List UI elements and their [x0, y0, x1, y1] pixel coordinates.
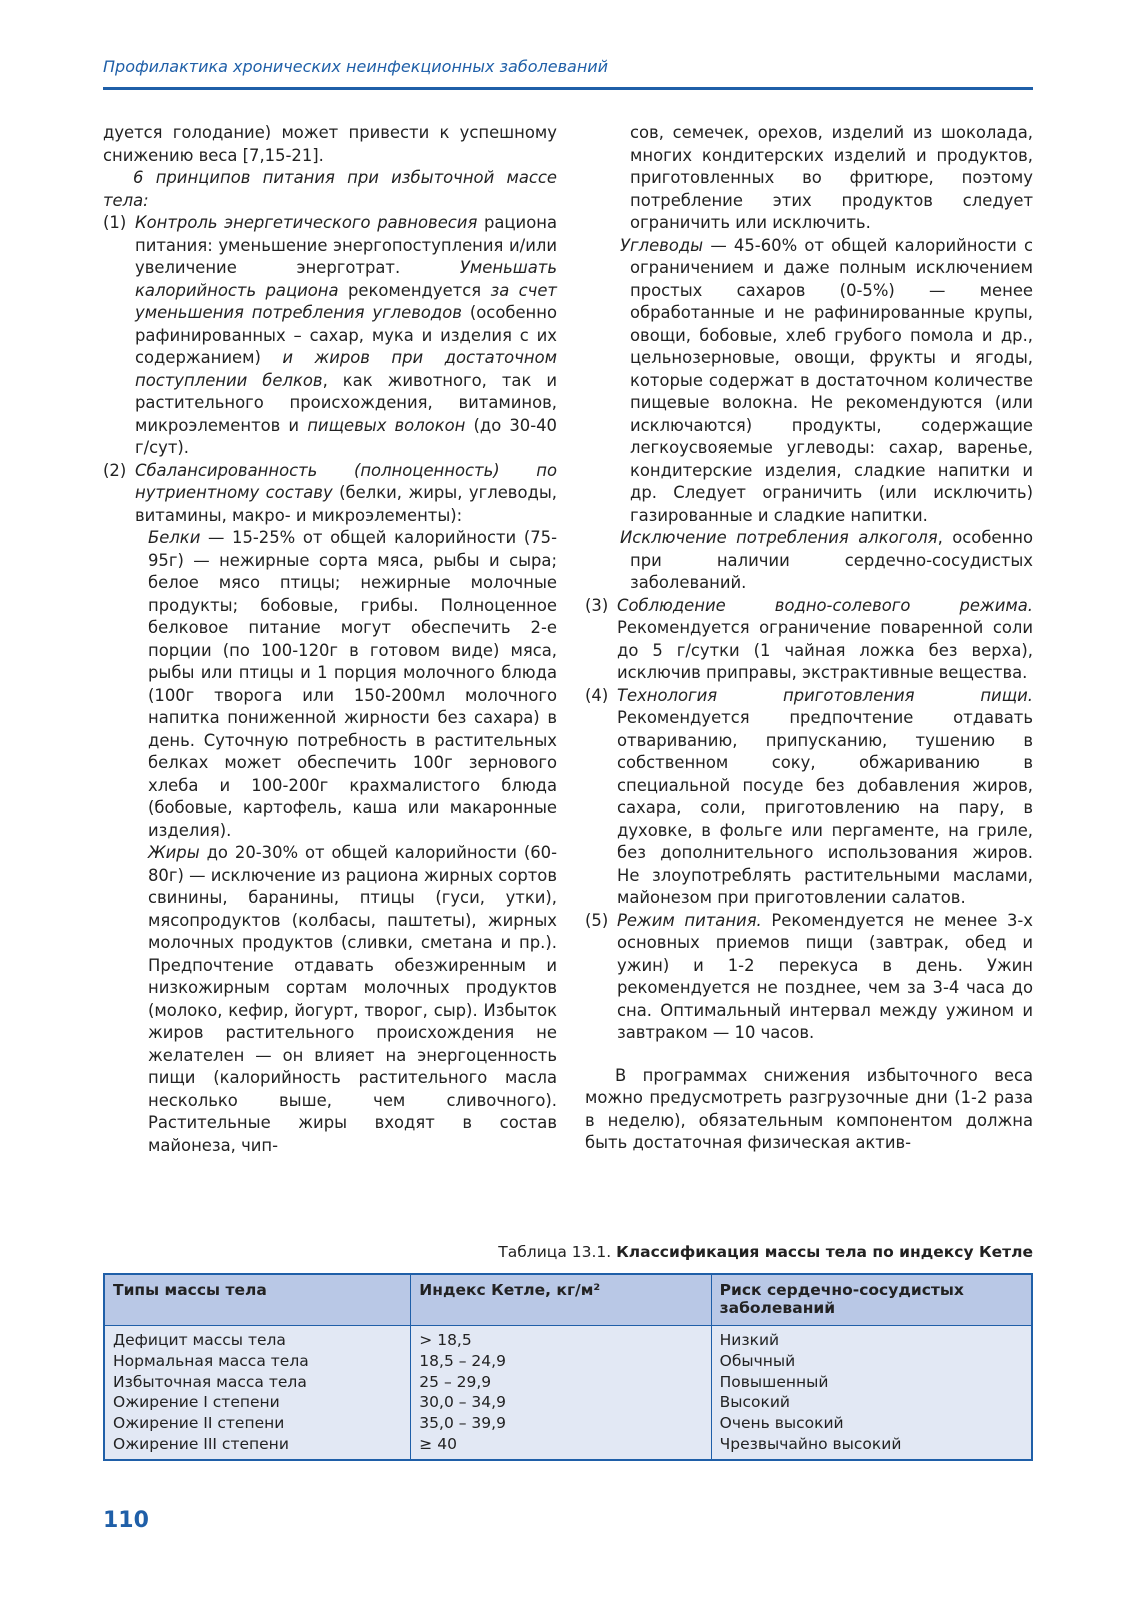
- cell-line: Высокий: [719, 1393, 791, 1412]
- term: и жиров при достаточном поступлении белков: [135, 348, 557, 390]
- term: Исключение потребления алкоголя: [620, 528, 938, 547]
- cell-line: Очень высокий: [719, 1414, 844, 1433]
- paragraph: дуется голодание) может привести к успешному снижению веса [7,15-21].: [103, 123, 557, 165]
- principle-3: [585, 595, 1033, 685]
- spacer: [585, 1045, 1033, 1065]
- text: Рекомендуется ограничение поваренной соли до 5 г/сутки (1 чайная ложка без верха), исключив приправы, экстрактивные вещества.: [617, 618, 1033, 682]
- term: Технология приготовления пищи.: [617, 685, 1033, 705]
- caption-title: Классификация массы тела по индексу Кетле: [616, 1243, 1033, 1261]
- cell-line: 35,0 – 39,9: [419, 1414, 506, 1433]
- table-cell: [711, 1326, 1032, 1460]
- principle-4: [585, 685, 1033, 910]
- term: пищевых волокон: [307, 415, 466, 435]
- caption-prefix: Таблица 13.1.: [498, 1243, 617, 1261]
- principle-5: [585, 910, 1033, 1045]
- text: (белки, жиры, углеводы, витамины, макро- и микроэлементы):: [135, 483, 557, 525]
- text: Рекомендуется не менее 3-х основных приемов пищи (завтрак, обед и ужин) и 1-2 перекуса в день. Ужин рекомендуется не позднее, чем за 3-4 часа до сна. Оптимальный интервал между ужином и завтраком — 10 часов.: [617, 910, 1033, 1042]
- text: до 20-30% от общей калорийности (60-80г) — исключение из рациона жирных сортов свинины, баранины, птицы (гуси, утки), мясопродуктов (колбасы, паштеты), жирных молочных продуктов (сливки, сметана и пр.). Предпочтение отдавать обезжиренным и низкожирным сортам молочных продуктов (молоко, кефир, йогурт, творог, сыр). Избыток жиров растительного происхождения не желателен — он влияет на энергоценность пищи (калорийность растительного масла несколько выше, чем сливочного). Растительные жиры входят в состав майонеза, чип-: [148, 843, 557, 1155]
- term: Соблюдение водно-солевого режима.: [617, 595, 1033, 615]
- alcohol-paragraph: [585, 527, 1033, 595]
- term: Контроль энергетического равновесия: [135, 213, 478, 232]
- cell-line: 30,0 – 34,9: [419, 1393, 506, 1412]
- text: (особенно рафинированных – сахар, мука и изделия с их содержанием): [135, 303, 557, 367]
- column-header: Типы массы тела: [104, 1274, 411, 1326]
- text: рациона питания: уменьшение энергопоступления и/или увеличение энерготрат.: [135, 213, 558, 277]
- column-header: Риск сердечно-сосудистых заболеваний: [711, 1274, 1032, 1326]
- principle-2: [103, 460, 557, 528]
- paragraph: сов, семечек, орехов, изделий из шоколада, многих кондитерских изделий и продуктов, приготовленных во фритюре, поэтому потребление этих продуктов следует ограничить или исключить.: [630, 123, 1033, 232]
- cell-line: 18,5 – 24,9: [419, 1351, 506, 1370]
- principle-1: [103, 212, 557, 460]
- item-number: (3): [585, 595, 609, 615]
- principles-heading: 6 принципов питания при избыточной массе тела:: [103, 168, 557, 210]
- bmi-table: [103, 1273, 1033, 1461]
- item-number: (5): [585, 910, 609, 930]
- table-row: [104, 1326, 1032, 1460]
- table-caption: [103, 1243, 1033, 1261]
- fats-paragraph: [103, 842, 557, 1157]
- proteins-paragraph: [103, 527, 557, 842]
- cell-line: Нормальная масса тела: [113, 1351, 309, 1370]
- term: Сбалансированность (полноценность) по нутриентному составу: [135, 460, 557, 502]
- text: рекомендуется: [338, 280, 491, 300]
- cell-line: ≥ 40: [419, 1434, 457, 1453]
- cell-line: Обычный: [719, 1351, 796, 1370]
- cell-line: Ожирение II степени: [113, 1414, 285, 1433]
- carbs-paragraph: [585, 235, 1033, 528]
- cell-line: 25 – 29,9: [419, 1372, 492, 1391]
- column-header: Индекс Кетле, кг/м²: [411, 1274, 711, 1326]
- term: Режим питания.: [617, 910, 762, 930]
- running-head: Профилактика хронических неинфекционных заболеваний: [103, 57, 609, 76]
- table-cell: [411, 1326, 711, 1460]
- text: , как животного, так и растительного происхождения, витаминов, микроэлементов и: [135, 370, 557, 435]
- term: Углеводы: [620, 235, 704, 255]
- cell-line: Чрезвычайно высокий: [719, 1434, 902, 1453]
- term: Белки: [148, 528, 201, 547]
- cell-line: > 18,5: [419, 1331, 472, 1349]
- right-column: [585, 122, 1033, 1155]
- left-column: [103, 122, 557, 1157]
- text: Рекомендуется предпочтение отдавать отвариванию, припусканию, тушению в собственном соку, обжариванию в специальной посуде без добавления жиров, сахара, соли, приготовлению на пару, в духовке, в фольге или пергаменте, на гриле, без дополнительного использования жиров. Не злоупотреблять растительными маслами, майонезом при приготовлении салатов.: [617, 708, 1033, 907]
- item-number: (4): [585, 685, 609, 705]
- term: Уменьшать калорийность рациона: [135, 258, 557, 300]
- text: — 45-60% от общей калорийности с ограничением и даже полным исключением простых сахаров (0-5%) — менее обработанные и не рафинированные крупы, овощи, бобовые, хлеб грубого помола и др., цельнозерновые, овощи, фрукты и ягоды, которые содержат в достаточном количестве пищевые волокна. Не рекомендуются (или исключаются) продукты, содержащие легкоусвояемые углеводы: сахар, варенье, кондитерские изделия, сладкие напитки и др. Следует ограничить (или исключить) газированные и сладкие напитки.: [630, 235, 1033, 525]
- term: Жиры: [148, 843, 200, 862]
- item-number: (2): [103, 460, 127, 480]
- term: за счет уменьшения потребления углеводов: [135, 280, 557, 322]
- table-header-row: [104, 1274, 1032, 1326]
- cell-line: Ожирение III степени: [113, 1434, 289, 1453]
- table-cell: [104, 1326, 411, 1460]
- cell-line: Избыточная масса тела: [113, 1372, 307, 1391]
- header-rule: [103, 87, 1033, 90]
- text: , особенно при наличии сердечно-сосудистых заболеваний.: [630, 528, 1033, 592]
- cell-line: Низкий: [719, 1331, 780, 1349]
- text: (до 30-40 г/сут).: [135, 415, 557, 457]
- closing-paragraph: В программах снижения избыточного веса можно предусмотреть разгрузочные дни (1-2 раза в неделю), обязательным компонентом должна быть достаточная физическая актив-: [585, 1065, 1033, 1152]
- item-number: (1): [103, 213, 127, 232]
- cell-line: Повышенный: [719, 1372, 829, 1391]
- page-number: 110: [103, 1508, 149, 1533]
- cell-line: Ожирение I степени: [113, 1393, 280, 1412]
- text: — 15-25% от общей калорийности (75-95г) — нежирные сорта мяса, рыбы и сыра; белое мясо птицы; нежирные молочные продукты; бобовые, грибы. Полноценное белковое питание могут обеспечить 2-е порции (по 100-120г в готовом виде) мяса, рыбы или птицы и 1 порция молочного блюда (100г творога или 150-200мл молочного напитка пониженной жирности без сахара) в день. Суточную потребность в растительных белках может обеспечить 100г зернового хлеба и 100-200г крахмалистого блюда (бобовые, картофель, каша или макаронные изделия).: [148, 528, 557, 840]
- cell-line: Дефицит массы тела: [113, 1331, 286, 1349]
